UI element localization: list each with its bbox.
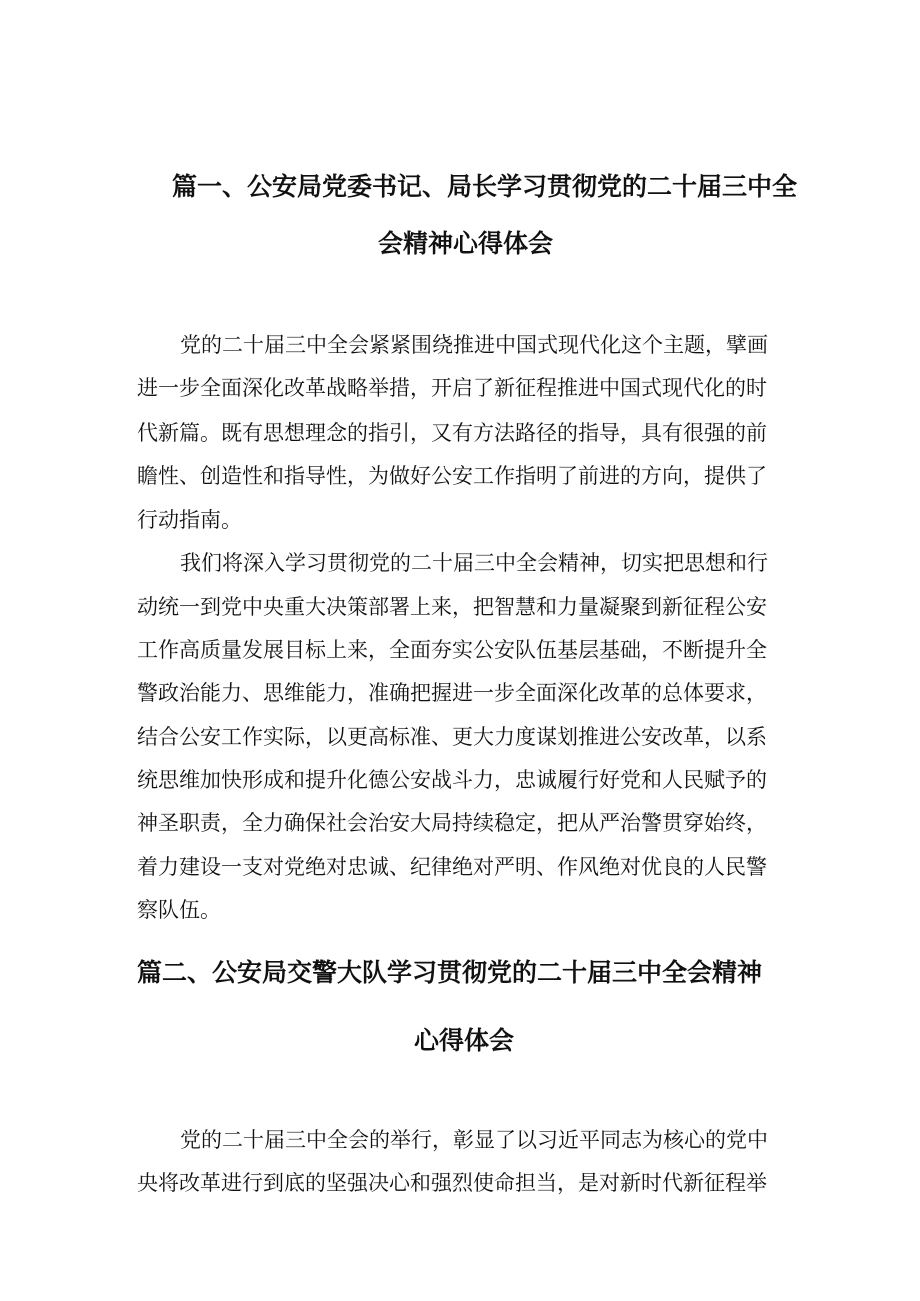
section1-para1-line-4: 瞻性、创造性和指导性，为做好公安工作指明了前进的方向，提供了: [137, 464, 767, 488]
section1-para2-line-2: 动统一到党中央重大决策部署上来，把智慧和力量凝聚到新征程公安: [137, 595, 767, 619]
section1-para2-line-3: 工作高质量发展目标上来，全面夯实公安队伍基层基础，不断提升全: [137, 638, 767, 662]
section1-para2-line-4: 警政治能力、思维能力，准确把握进一步全面深化改革的总体要求，: [137, 681, 767, 705]
section1-para1-line-5: 行动指南。: [137, 508, 242, 532]
section1-para2-line-1: 我们将深入学习贯彻党的二十届三中全会精神，切实把思想和行: [180, 551, 768, 575]
section1-para2-line-6: 统思维加快形成和提升化德公安战斗力，忠诚履行好党和人民赋予的: [137, 768, 767, 792]
section1-title-line-1: 篇一、公安局党委书记、局长学习贯彻党的二十届三中全: [172, 172, 798, 201]
section2-title-line-2: 心得体会: [414, 1026, 515, 1055]
section2-title-line-1: 篇二、公安局交警大队学习贯彻党的二十届三中全会精神: [137, 958, 763, 987]
section1-title-line-2: 会精神心得体会: [378, 229, 554, 258]
section1-para2-line-7: 神圣职责，全力确保社会治安大局持续稳定，把从严治警贯穿始终，: [137, 811, 767, 835]
section1-para1-line-2: 进一步全面深化改革战略举措，开启了新征程推进中国式现代化的时: [137, 376, 767, 400]
section1-para2-line-9: 察队伍。: [137, 898, 221, 922]
section2-para1-line-1: 党的二十届三中全会的举行，彰显了以习近平同志为核心的党中: [180, 1128, 768, 1152]
section2-para1-line-2: 央将改革进行到底的坚强决心和强烈使命担当，是对新时代新征程举: [137, 1171, 767, 1195]
section1-para1-line-1: 党的二十届三中全会紧紧围绕推进中国式现代化这个主题，擘画: [180, 333, 768, 357]
section1-para2-line-5: 结合公安工作实际，以更高标准、更大力度谋划推进公安改革，以系: [137, 725, 767, 749]
section1-para2-line-8: 着力建设一支对党绝对忠诚、纪律绝对严明、作风绝对优良的人民警: [137, 855, 767, 879]
section1-para1-line-3: 代新篇。既有思想理念的指引，又有方法路径的指导，具有很强的前: [137, 421, 767, 445]
